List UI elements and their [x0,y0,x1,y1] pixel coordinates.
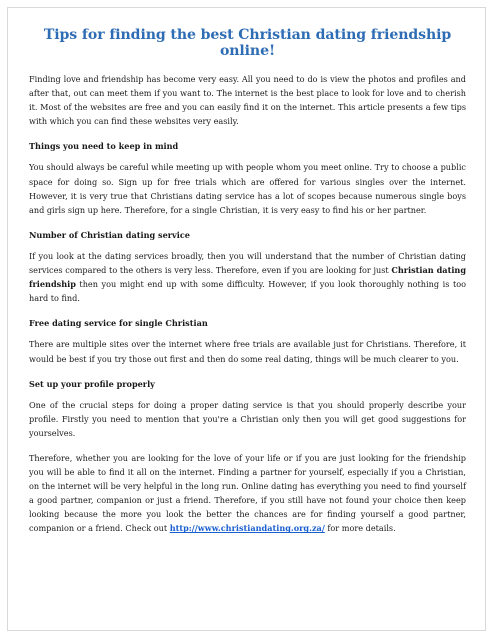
website-link[interactable]: http://www.christiandating.org.za/ [169,523,325,534]
free-service-paragraph: There are multiple sites over the internet where free trials are available just for Christians. Therefore, it would be best if you try those out first and then do some real dating, things will be much clearer to you. [29,339,466,364]
section-heading-keep-in-mind: Things you need to keep in mind [29,141,179,152]
section-heading-profile: Set up your profile properly [29,378,155,389]
text-span: Therefore, whether you are looking for the love of your life or if you are just looking for the friendship you will be able to find it all on the internet. Finding a partner for yourself, especially if you a Christian, on the internet will be very helpful in the long run. Online dating has everything you need to find yourself a good partner, companion or just a friend. Therefore, if you still have not found your choice then keep looking because the more you look the better the chances are for finding yourself a good partner, companion or a friend. Check out [29,452,466,534]
section-heading-free-service: Free dating service for single Christian [29,318,208,329]
text-span: If you look at the dating services broadly, then you will understand that the number of Christian dating services compared to the others is very less. Therefore, even if you are looking for just [29,250,466,276]
document-body [29,27,466,547]
intro-paragraph: Finding love and friendship has become very easy. All you need to do is view the photos and profiles and after that, out can meet them if you want to. The internet is the best place to look for love and to cherish it. Most of the websites are free and you can easily find it on the internet. This article presents a few tips with which you can find these websites very easily. [29,74,466,127]
profile-paragraph: One of the crucial steps for doing a proper dating service is that you should properly describe your profile. Firstly you need to mention that you're a Christian only then you will get good suggestions for yourselves. [29,399,466,438]
keep-in-mind-paragraph: You should always be careful while meeting up with people whom you meet online. Try to choose a public space for doing so. Sign up for free trials which are offered for various singles over the internet. However, it is very true that Christians dating service has a lot of scopes because numerous single boys and girls sign up here. Therefore, for a single Christian, it is very easy to find his or her partner. [29,162,466,215]
text-span: then you might end up with some difficulty. However, if you look thoroughly nothing is too hard to find. [29,279,466,304]
conclusion-paragraph [29,451,466,536]
number-of-services-paragraph [29,249,466,305]
document-title: Tips for finding the best Christian dating friendship online! [43,27,452,59]
section-heading-number-of-services: Number of Christian dating service [29,229,190,240]
text-span: for more details. [324,523,396,534]
keyword-bold: Christian dating friendship [29,265,466,290]
